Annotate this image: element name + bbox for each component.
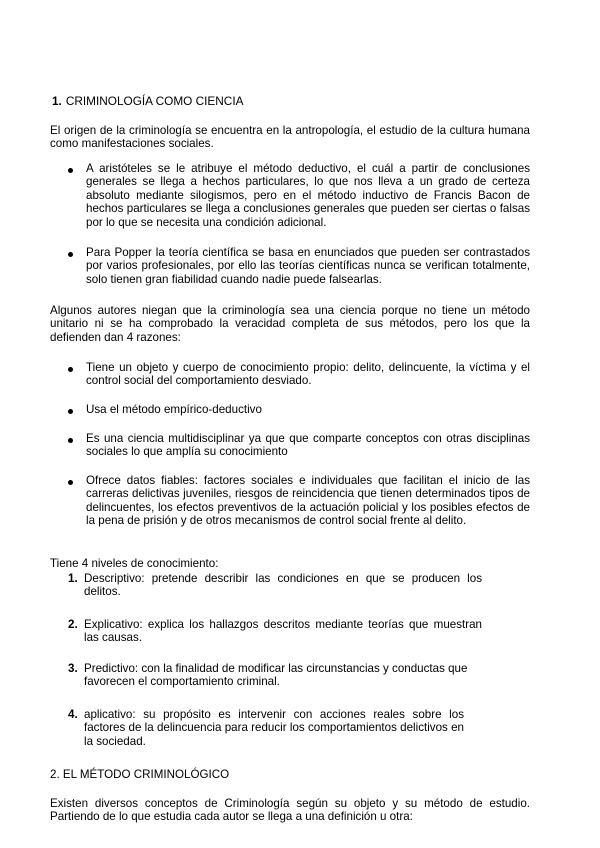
level-predictivo: Predictivo: con la finalidad de modificar las circunstancias y conductas que favorecen el comportamiento criminal. [84, 662, 468, 689]
level-number: 2. [68, 618, 78, 631]
section-1-number: 1. [52, 94, 62, 108]
level-aplicativo: aplicativo: su propósito es intervenir con acciones reales sobre los factores de la delincuencia para reducir los comportamientos delictivos en la sociedad. [84, 708, 464, 748]
bullet-dot-icon [68, 252, 73, 257]
bullet-dot-icon [68, 480, 73, 485]
section-2-heading: 2. EL MÉTODO CRIMINOLÓGICO [50, 768, 230, 781]
bullet-objeto: Tiene un objeto y cuerpo de conocimiento propio: delito, delincuente, la víctima y el control social del comportamiento desviado. [86, 361, 530, 388]
bullet-dot-icon [68, 438, 73, 443]
bullet-metodo: Usa el método empírico-deductivo [86, 403, 262, 416]
bullet-aristoteles: A aristóteles se le atribuye el método deductivo, el cuál a partir de conclusiones generales se llega a hechos particulares, lo que nos lleva a un grado de certeza absoluto mediante silogismos, pero en el método inductivo de Francis Bacon de hechos particulares se llega a conclusiones generales que pueden ser ciertas o falsas por lo que se necesita una condición adicional. [86, 162, 530, 229]
bullet-multidisciplinar: Es una ciencia multidisciplinar ya que que comparte conceptos con otras disciplinas sociales lo que amplía su conocimiento [86, 432, 530, 459]
bullet-datos-fiables: Ofrece datos fiables: factores sociales e individuales que facilitan el inicio de las carreras delictivas juveniles, riesgos de reincidencia que tienen determinados tipos de delincuentes, los efectos preventivos de la actuación policial y los posibles efectos de la pena de prisión y de otros mecanismos de control social frente al delito. [86, 474, 530, 528]
closing-paragraph: Existen diversos conceptos de Criminología según su objeto y su método de estudio. Partiendo de lo que estudia cada autor se llega a una definición u otra: [50, 797, 530, 824]
paragraph-razones: Algunos autores niegan que la criminología sea una ciencia porque no tiene un método unitario ni se ha comprobado la veracidad completa de sus métodos, pero los que la defienden dan 4 razones: [50, 304, 530, 344]
level-descriptivo: Descriptivo: pretende describir las condiciones en que se producen los delitos. [84, 572, 482, 599]
bullet-popper: Para Popper la teoría científica se basa en enunciados que pueden ser contrastados por varios profesionales, por ello las teorías científicas nunca se verifican totalmente, solo tienen gran fiabilidad cuando nadie puede falsearlas. [86, 246, 530, 286]
bullet-dot-icon [68, 409, 73, 414]
intro-paragraph: El origen de la criminología se encuentra en la antropología, el estudio de la cultura humana como manifestaciones sociales. [50, 124, 530, 151]
levels-intro: Tiene 4 niveles de conocimiento: [50, 557, 219, 570]
section-1-title: CRIMINOLOGÍA COMO CIENCIA [65, 94, 244, 108]
section-1-heading [52, 95, 243, 108]
bullet-dot-icon [68, 367, 73, 372]
level-number: 3. [68, 662, 78, 675]
level-number: 1. [68, 572, 78, 585]
level-explicativo: Explicativo: explica los hallazgos descritos mediante teorías que muestran las causas. [84, 618, 482, 645]
level-number: 4. [68, 708, 78, 721]
bullet-dot-icon [68, 168, 73, 173]
